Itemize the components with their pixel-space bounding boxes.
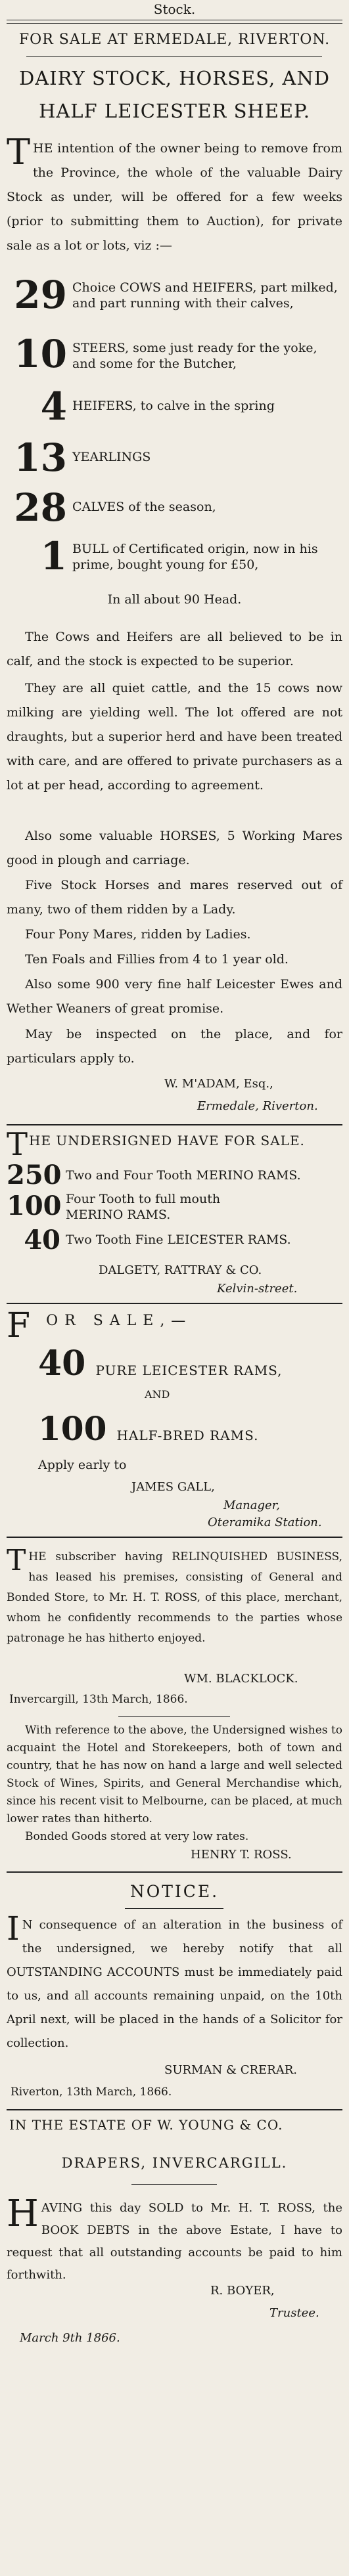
ad5-text: I N consequence of an alteration in the business of the undersigned, we hereby notify that all OUTSTANDING ACCOUNTS must be immediately paid to us, and all accounts remaining unpaid, on the 10th April next, will be placed in the hands of a Solicitor for collection. — [7, 1910, 342, 2050]
ad1-body-para: They are all quiet cattle, and the 15 cows now milking are yielding well. The lot offered are not draughts, but a superior herd and have been treated with care, and are offered to private purchasers as a lot at per head, according to agreement. — [7, 681, 342, 793]
ad4-date: Invercargill, 13th March, 1866. — [9, 1693, 188, 1706]
ad3-role: Manager, — [223, 1498, 281, 1512]
ad1-body-para: Also some valuable HORSES, 5 Working Mares good in plough and carriage. — [7, 829, 342, 867]
ad6-heading1: IN THE ESTATE OF W. YOUNG & CO. — [9, 2117, 283, 2133]
ad4-text2: With reference to the above, the Undersigned wishes to acquaint the Hotel and Storekeepers, both of town and country, that he has now on hand a large and well selected Stock of Wines, Spirits, and General Merchandise which, since his recent visit to Melbourne, can be placed, at much lower rates than hitherto. — [7, 1724, 342, 1825]
divider — [7, 1537, 342, 1538]
drop-cap: T — [7, 131, 31, 173]
drop-cap: T — [7, 1126, 28, 1163]
divider — [7, 1124, 342, 1125]
divider — [26, 56, 322, 57]
ad1-body-para: Four Pony Mares, ridden by Ladies. — [25, 927, 251, 942]
ad1-intro: THE intention of the owner being to remove from the Province, the whole of the valuable Dairy Stock as under, will be offered for a few weeks (prior to submitting them to Auction), for private sale as a lot or lots, viz :— — [7, 131, 342, 253]
stock-item: 13 YEARLINGS — [14, 435, 151, 480]
ram-item: 250 Two and Four Tooth MERINO RAMS. — [7, 1160, 301, 1190]
ad3-name: JAMES GALL, — [131, 1480, 215, 1494]
ad2-firm: DALGETY, RATTRAY & CO. — [99, 1263, 262, 1277]
ad6-role: Trustee. — [269, 2306, 319, 2320]
divider — [7, 2109, 342, 2110]
ad5-heading: NOTICE. — [129, 1882, 220, 1901]
ad6-heading2: DRAPERS, INVERCARGILL. — [61, 2155, 288, 2171]
divider — [7, 20, 342, 24]
ad3-apply: Apply early to — [38, 1458, 127, 1472]
ad4-signature2: HENRY T. ROSS. — [191, 1848, 292, 1862]
ram-item: 40 Two Tooth Fine LEICESTER RAMS. — [24, 1225, 291, 1255]
ad3-heading: F OR SALE,— — [7, 1306, 193, 1345]
ad4-signature: WM. BLACKLOCK. — [184, 1672, 298, 1686]
drop-cap: T — [7, 1544, 26, 1577]
ad3-station: Oteramika Station. — [208, 1516, 322, 1529]
section-masthead: Stock. — [153, 1, 196, 17]
divider — [7, 1871, 342, 1873]
ad1-body-para: Also some 900 very fine half Leicester Ewes and Wether Weaners of great promise. — [7, 977, 342, 1016]
ad1-signature-place: Ermedale, Riverton. — [197, 1099, 318, 1113]
ad5-signature: SURMAN & CRERAR. — [164, 2063, 297, 2077]
ad1-title-line2: HALF LEICESTER SHEEP. — [39, 100, 310, 122]
stock-item: 1 BULL of Certificated origin, now in his prime, bought young for £50, — [40, 534, 318, 579]
ad4-text: THE subscriber having RELINQUISHED BUSINESS, has leased his premises, consisting of General and Bonded Store, to Mr. H. T. ROSS, of this place, merchant, whom he confidently recommends to the parties whose patronage he has hitherto enjoyed. — [7, 1544, 342, 1645]
divider — [7, 1303, 342, 1304]
divider — [131, 2184, 217, 2185]
stock-item: 29 Choice COWS and HEIFERS, part milked, and part running with their calves, — [14, 273, 338, 317]
ad1-title-line1: DAIRY STOCK, HORSES, AND — [18, 67, 330, 89]
stock-item: 4 HEIFERS, to calve in the spring — [40, 384, 275, 429]
ad2-address: Kelvin-street. — [217, 1282, 298, 1296]
ad1-total: In all about 90 Head. — [107, 592, 242, 607]
ad6-text: HAVING this day SOLD to Mr. H. T. ROSS, the BOOK DEBTS in the above Estate, I have to request that all outstanding accounts be paid to him forthwith. — [7, 2193, 342, 2282]
ad1-heading: FOR SALE AT ERMEDALE, RIVERTON. — [18, 32, 331, 48]
ad6-signature: R. BOYER, — [210, 2284, 275, 2298]
ad1-signature: W. M'ADAM, Esq., — [164, 1077, 273, 1091]
divider — [118, 1716, 230, 1717]
ad5-date: Riverton, 13th March, 1866. — [11, 2085, 172, 2099]
ad6-date: March 9th 1866. — [20, 2331, 120, 2345]
drop-cap: H — [7, 2193, 39, 2235]
drop-cap: I — [7, 1910, 20, 1948]
ad1-body-para: Ten Foals and Fillies from 4 to 1 year old. — [25, 952, 289, 967]
ad3-line1: 40 PURE LEICESTER RAMS, — [38, 1343, 283, 1384]
ad1-body-para: Five Stock Horses and mares reserved out of many, two of them ridden by a Lady. — [7, 878, 342, 917]
ad3-line2: 100 HALF-BRED RAMS. — [38, 1409, 259, 1448]
stock-item: 28 CALVES of the season, — [14, 485, 216, 530]
ad1-body-para: May be inspected on the place, and for particulars apply to. — [7, 1027, 342, 1066]
ad3-and: AND — [145, 1388, 170, 1401]
drop-cap: F — [7, 1306, 31, 1345]
ad2-heading: T HE UNDERSIGNED HAVE FOR SALE. — [7, 1126, 305, 1163]
divider — [125, 1908, 223, 1909]
ad1-body-para: The Cows and Heifers are all believed to be in calf, and the stock is expected to be superior. — [7, 630, 342, 668]
ad4-text3: Bonded Goods stored at very low rates. — [25, 1830, 249, 1843]
stock-item: 10 STEERS, some just ready for the yoke, and some for the Butcher, — [14, 332, 317, 376]
ram-item: 100 Four Tooth to full mouth MERINO RAMS. — [7, 1190, 221, 1222]
